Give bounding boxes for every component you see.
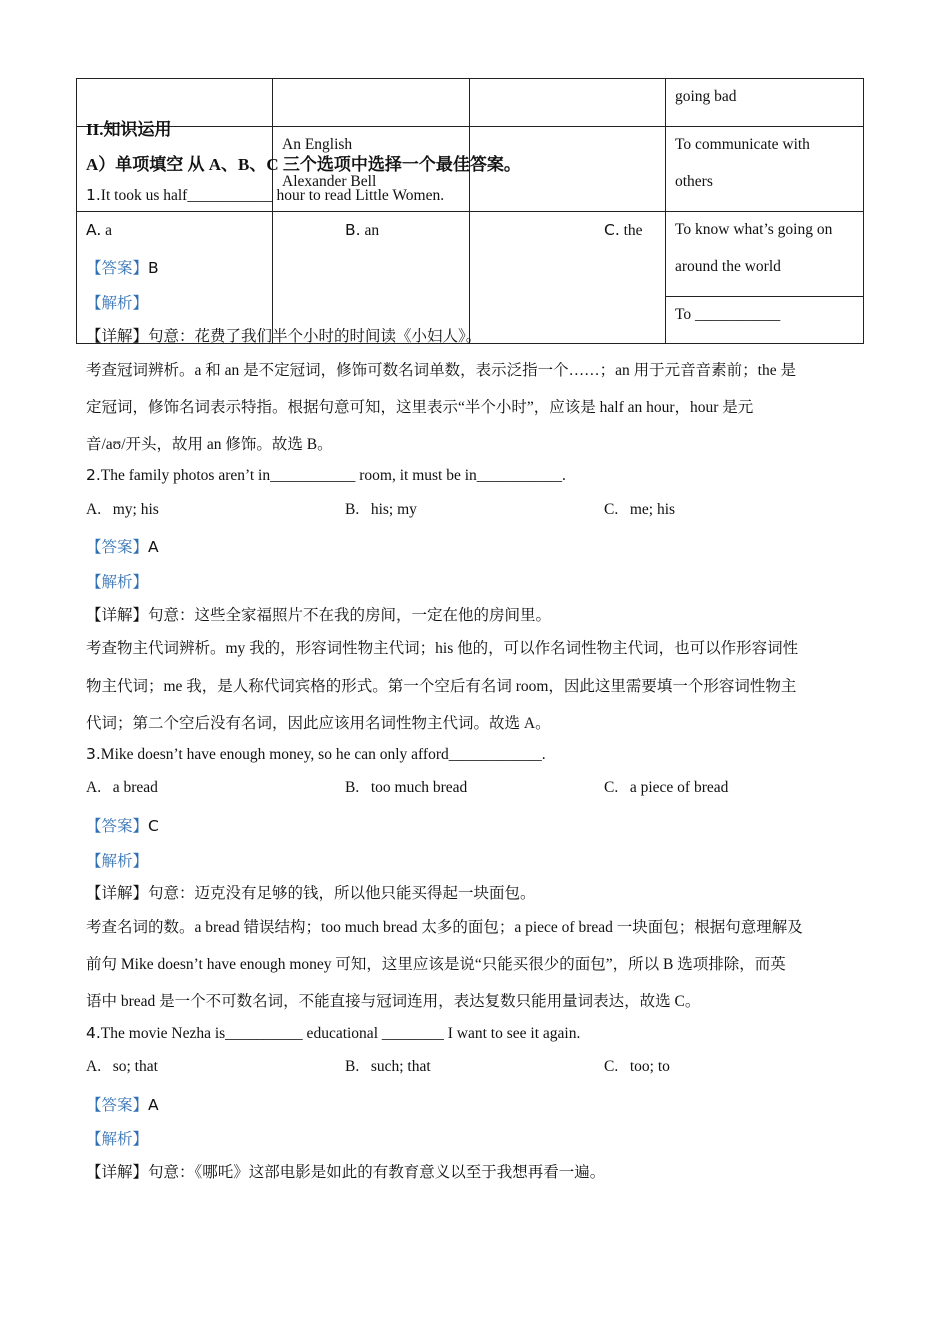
detail-line [86, 603, 551, 625]
option-text: his; my [370, 501, 417, 518]
option-letter: A. [86, 221, 102, 239]
answer-label: 【答案】 [86, 260, 149, 277]
option-c [604, 221, 643, 240]
option-c [604, 501, 675, 519]
detail-text: 句意：这些全家福照片不在我的房间，一定在他的房间里。 [148, 607, 552, 624]
option-c [604, 779, 728, 797]
option-letter: B. [345, 221, 361, 239]
detail-text: 句意：迈克没有足够的钱，所以他只能买得起一块面包。 [148, 885, 536, 902]
question-4 [86, 1024, 580, 1043]
question-stem: The family photos aren’t in___________ room, it must be in___________. [100, 467, 566, 484]
explanation-line: 考查名词的数。a bread 错误结构；too much bread 太多的面包；a piece of bread 一块面包；根据句意理解及 [86, 919, 803, 936]
option-text: a bread [112, 779, 158, 796]
answer-line [86, 256, 159, 278]
option-text: too much bread [370, 779, 468, 796]
answer-line [86, 814, 159, 836]
option-text: an [364, 222, 380, 239]
section-title: II.知识运用 [86, 120, 172, 139]
analysis-label: 【解析】 [86, 295, 149, 312]
option-letter: B. [345, 779, 360, 796]
explanation-line: 定冠词，修饰名词表示特指。根据句意可知，这里表示“半个小时”，应该是 half an hour，hour 是元 [86, 399, 754, 416]
option-text: such; that [370, 1058, 431, 1075]
table-cell-going-bad: going bad [675, 88, 737, 105]
option-letter: C. [604, 1058, 619, 1075]
question-number: 1. [86, 186, 101, 204]
option-c [604, 1058, 670, 1076]
table-cell-others: others [675, 173, 713, 190]
option-a [86, 221, 112, 240]
option-letter: A. [86, 779, 102, 796]
question-3 [86, 745, 546, 764]
detail-text: 句意：花费了我们半个小时的时间读《小妇人》。 [148, 328, 482, 345]
option-text: so; that [112, 1058, 158, 1075]
answer-value: C [148, 817, 159, 835]
detail-line [86, 1160, 605, 1182]
option-a [86, 1058, 158, 1076]
option-text: my; his [112, 501, 159, 518]
detail-label: 【详解】 [86, 607, 149, 624]
option-a [86, 779, 158, 797]
vocabulary-table [76, 78, 864, 344]
table-cell-bell: Alexander Bell [282, 173, 377, 190]
detail-line [86, 881, 536, 903]
explanation-line: 考查冠词辨析。a 和 an 是不定冠词，修饰可数名词单数，表示泛指一个……；an 用于元音音素前；the 是 [86, 362, 796, 379]
table-cell-world: around the world [675, 258, 781, 275]
answer-value: B [148, 259, 159, 277]
option-letter: B. [345, 501, 360, 518]
option-text: too; to [629, 1058, 670, 1075]
option-text: a [105, 222, 113, 239]
analysis-label: 【解析】 [86, 853, 149, 870]
answer-value: A [148, 538, 159, 556]
answer-line [86, 535, 159, 557]
answer-label: 【答案】 [86, 1097, 149, 1114]
option-letter: B. [345, 1058, 360, 1075]
answer-value: A [148, 1096, 159, 1114]
table-cell-communicate: To communicate with [675, 136, 810, 153]
option-a [86, 501, 159, 519]
question-number: 2. [86, 466, 101, 484]
detail-label: 【详解】 [86, 1164, 149, 1181]
option-letter: A. [86, 501, 102, 518]
explanation-line: 前句 Mike doesn’t have enough money 可知，这里应该是说“只能买很少的面包”，所以 B 选项排除，而英 [86, 956, 786, 973]
answer-label: 【答案】 [86, 818, 149, 835]
table-cell-know: To know what’s going on [675, 221, 833, 238]
table-border-top [76, 78, 864, 79]
option-b [345, 221, 379, 240]
explanation-line: 音/aʊ/开头，故用 an 修饰。故选 B。 [86, 436, 333, 453]
question-stem: It took us half___________ hour to read Little Women. [100, 187, 445, 204]
detail-label: 【详解】 [86, 328, 149, 345]
option-letter: C. [604, 221, 620, 239]
option-b [345, 1058, 431, 1076]
question-number: 3. [86, 745, 101, 763]
table-row-divider [665, 296, 864, 297]
explanation-line: 语中 bread 是一个不可数名词，不能直接与冠词连用，表达复数只能用量词表达，故选 C。 [86, 993, 701, 1010]
option-text: me; his [629, 501, 676, 518]
option-b [345, 501, 417, 519]
detail-line [86, 324, 481, 346]
option-text: a piece of bread [629, 779, 729, 796]
answer-label: 【答案】 [86, 539, 149, 556]
option-text: the [623, 222, 643, 239]
table-row-divider [76, 126, 864, 127]
explanation-line: 考查物主代词辨析。my 我的，形容词性物主代词；his 他的，可以作名词性物主代词，也可以作形容词性 [86, 640, 799, 657]
question-2 [86, 466, 566, 485]
table-cell-an-english: An English [282, 136, 353, 153]
option-letter: C. [604, 779, 619, 796]
question-number: 4. [86, 1024, 101, 1042]
question-stem: Mike doesn’t have enough money, so he can only afford____________. [100, 746, 546, 763]
detail-label: 【详解】 [86, 885, 149, 902]
detail-text: 句意：《哪吒》这部电影是如此的有教育意义以至于我想再看一遍。 [148, 1164, 606, 1181]
section-instruction: A）单项填空 从 A、B、C 三个选项中选择一个最佳答案。 [86, 155, 521, 174]
question-stem: The movie Nezha is__________ educational ________ I want to see it again. [100, 1025, 581, 1042]
answer-line [86, 1093, 159, 1115]
explanation-line: 代词；第二个空后没有名词，因此应该用名词性物主代词。故选 A。 [86, 715, 551, 732]
option-letter: A. [86, 1058, 102, 1075]
explanation-line: 物主代词；me 我，是人称代词宾格的形式。第一个空后有名词 room，因此这里需要填一个形容词性物主 [86, 678, 797, 695]
option-b [345, 779, 467, 797]
option-letter: C. [604, 501, 619, 518]
analysis-label: 【解析】 [86, 1131, 149, 1148]
table-row-divider [76, 211, 864, 212]
question-1 [86, 186, 444, 205]
analysis-label: 【解析】 [86, 574, 149, 591]
table-cell-to-blank: To ___________ [675, 306, 781, 323]
